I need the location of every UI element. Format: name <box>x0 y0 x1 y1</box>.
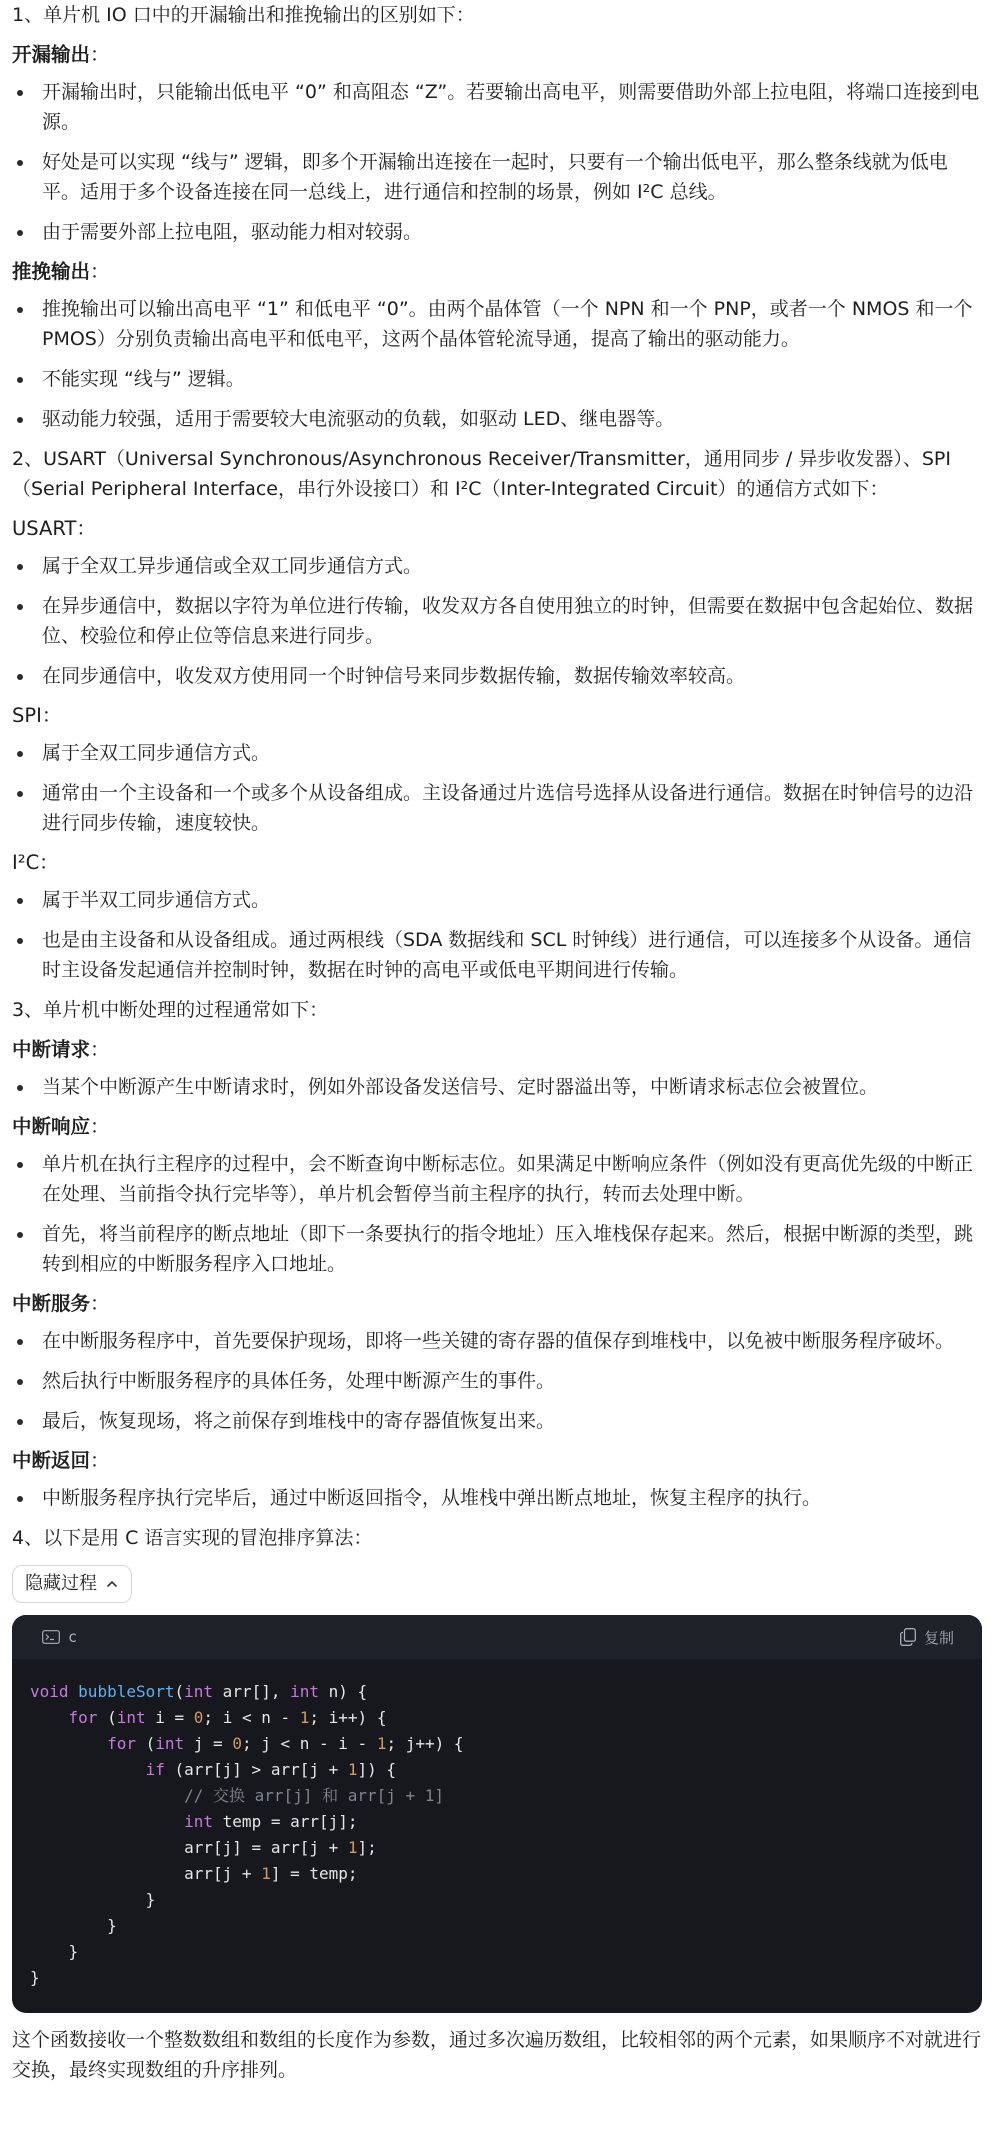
list-item: 驱动能力较强，适用于需要较大电流驱动的负载，如驱动 LED、继电器等。 <box>12 404 984 434</box>
code-content <box>12 1659 982 2013</box>
i2c-list <box>12 885 984 985</box>
code-language <box>42 1628 77 1646</box>
list-item: 通常由一个主设备和一个或多个从设备组成。主设备通过片选信号选择从设备进行通信。数据在时钟信号的边沿进行同步传输，速度较快。 <box>12 778 984 838</box>
code-line: for (int i = 0; i < n - 1; i++) { <box>68 1708 387 1727</box>
copy-icon <box>900 1628 916 1646</box>
push-pull-heading: 推挽输出： <box>12 260 110 283</box>
list-item: 最后，恢复现场，将之前保存到堆栈中的寄存器值恢复出来。 <box>12 1406 984 1436</box>
section-2-intro: 2、USART（Universal Synchronous/Asynchronous Receiver/Transmitter，通用同步 / 异步收发器）、SPI（Serial Peripheral Interface，串行外设接口）和 I²C（Inter-Integrated Circuit）的通信方式如下： <box>12 448 951 500</box>
interrupt-return-list <box>12 1483 984 1513</box>
code-line: // 交换 arr[j] 和 arr[j + 1] <box>184 1786 445 1805</box>
toggle-label: 隐藏过程 <box>25 1573 97 1594</box>
code-line: void bubbleSort(int arr[], int n) { <box>30 1682 368 1701</box>
copy-label: 复制 <box>923 1628 954 1647</box>
open-drain-heading: 开漏输出： <box>12 43 110 66</box>
interrupt-return-heading: 中断返回： <box>12 1449 110 1472</box>
interrupt-service-list <box>12 1326 984 1436</box>
terminal-icon <box>42 1630 60 1644</box>
push-pull-list <box>12 294 984 434</box>
usart-heading: USART： <box>12 517 96 540</box>
usart-list <box>12 551 984 691</box>
chevron-up-icon <box>105 1577 119 1591</box>
list-item: 推挽输出可以输出高电平 “1” 和低电平 “0”。由两个晶体管（一个 NPN 和一个 PNP，或者一个 NMOS 和一个 PMOS）分别负责输出高电平和低电平，这两个晶体管轮流导通，提高了输出的驱动能力。 <box>12 294 984 354</box>
open-drain-list <box>12 77 984 247</box>
list-item: 中断服务程序执行完毕后，通过中断返回指令，从堆栈中弹出断点地址，恢复主程序的执行。 <box>12 1483 984 1513</box>
list-item: 在同步通信中，收发双方使用同一个时钟信号来同步数据传输，数据传输效率较高。 <box>12 661 984 691</box>
code-line: } <box>30 1916 117 1935</box>
code-line: } <box>30 1942 79 1961</box>
interrupt-response-list <box>12 1149 984 1279</box>
code-line: if (arr[j] > arr[j + 1]) { <box>145 1760 397 1779</box>
i2c-heading: I²C： <box>12 851 59 874</box>
interrupt-service-heading: 中断服务： <box>12 1292 110 1315</box>
list-item: 当某个中断源产生中断请求时，例如外部设备发送信号、定时器溢出等，中断请求标志位会被置位。 <box>12 1072 984 1102</box>
copy-button[interactable] <box>900 1627 954 1648</box>
list-item: 开漏输出时，只能输出低电平 “0” 和高阻态 “Z”。若要输出高电平，则需要借助外部上拉电阻，将端口连接到电源。 <box>12 77 984 137</box>
closing-paragraph: 这个函数接收一个整数数组和数组的长度作为参数，通过多次遍历数组，比较相邻的两个元素，如果顺序不对就进行交换，最终实现数组的升序排列。 <box>12 2029 982 2081</box>
spi-list <box>12 738 984 838</box>
interrupt-request-list <box>12 1072 984 1102</box>
code-line: arr[j] = arr[j + 1]; <box>30 1838 377 1857</box>
list-item: 好处是可以实现 “线与” 逻辑，即多个开漏输出连接在一起时，只要有一个输出低电平，那么整条线就为低电平。适用于多个设备连接在同一总线上，进行通信和控制的场景，例如 I²C 总线。 <box>12 147 984 207</box>
interrupt-response-heading: 中断响应： <box>12 1115 110 1138</box>
list-item: 然后执行中断服务程序的具体任务，处理中断源产生的事件。 <box>12 1366 984 1396</box>
interrupt-request-heading: 中断请求： <box>12 1038 110 1061</box>
code-block <box>12 1615 982 2013</box>
list-item: 在中断服务程序中，首先要保护现场，即将一些关键的寄存器的值保存到堆栈中，以免被中断服务程序破坏。 <box>12 1326 984 1356</box>
code-line: arr[j + 1] = temp; <box>30 1864 358 1883</box>
code-line: for (int j = 0; j < n - i - 1; j++) { <box>107 1734 464 1753</box>
code-header <box>12 1615 982 1659</box>
code-language-label: c <box>68 1628 78 1646</box>
list-item: 属于全双工同步通信方式。 <box>12 738 984 768</box>
list-item: 属于全双工异步通信或全双工同步通信方式。 <box>12 551 984 581</box>
list-item: 首先，将当前程序的断点地址（即下一条要执行的指令地址）压入堆栈保存起来。然后，根据中断源的类型，跳转到相应的中断服务程序入口地址。 <box>12 1219 984 1279</box>
list-item: 单片机在执行主程序的过程中，会不断查询中断标志位。如果满足中断响应条件（例如没有更高优先级的中断正在处理、当前指令执行完毕等），单片机会暂停当前主程序的执行，转而去处理中断。 <box>12 1149 984 1209</box>
list-item: 属于半双工同步通信方式。 <box>12 885 984 915</box>
code-line: int temp = arr[j]; <box>184 1812 358 1831</box>
section-1-intro: 1、单片机 IO 口中的开漏输出和推挽输出的区别如下： <box>12 4 475 26</box>
list-item: 在异步通信中，数据以字符为单位进行传输，收发双方各自使用独立的时钟，但需要在数据中包含起始位、数据位、校验位和停止位等信息来进行同步。 <box>12 591 984 651</box>
code-line: } <box>30 1890 156 1909</box>
list-item: 由于需要外部上拉电阻，驱动能力相对较弱。 <box>12 217 984 247</box>
list-item: 不能实现 “线与” 逻辑。 <box>12 364 984 394</box>
hide-process-toggle-button[interactable] <box>12 1565 132 1603</box>
code-line: } <box>30 1968 40 1987</box>
spi-heading: SPI： <box>12 704 62 727</box>
list-item: 也是由主设备和从设备组成。通过两根线（SDA 数据线和 SCL 时钟线）进行通信，可以连接多个从设备。通信时主设备发起通信并控制时钟，数据在时钟的高电平或低电平期间进行传输。 <box>12 925 984 985</box>
section-3-intro: 3、单片机中断处理的过程通常如下： <box>12 999 329 1021</box>
section-4-intro: 4、以下是用 C 语言实现的冒泡排序算法： <box>12 1527 373 1549</box>
